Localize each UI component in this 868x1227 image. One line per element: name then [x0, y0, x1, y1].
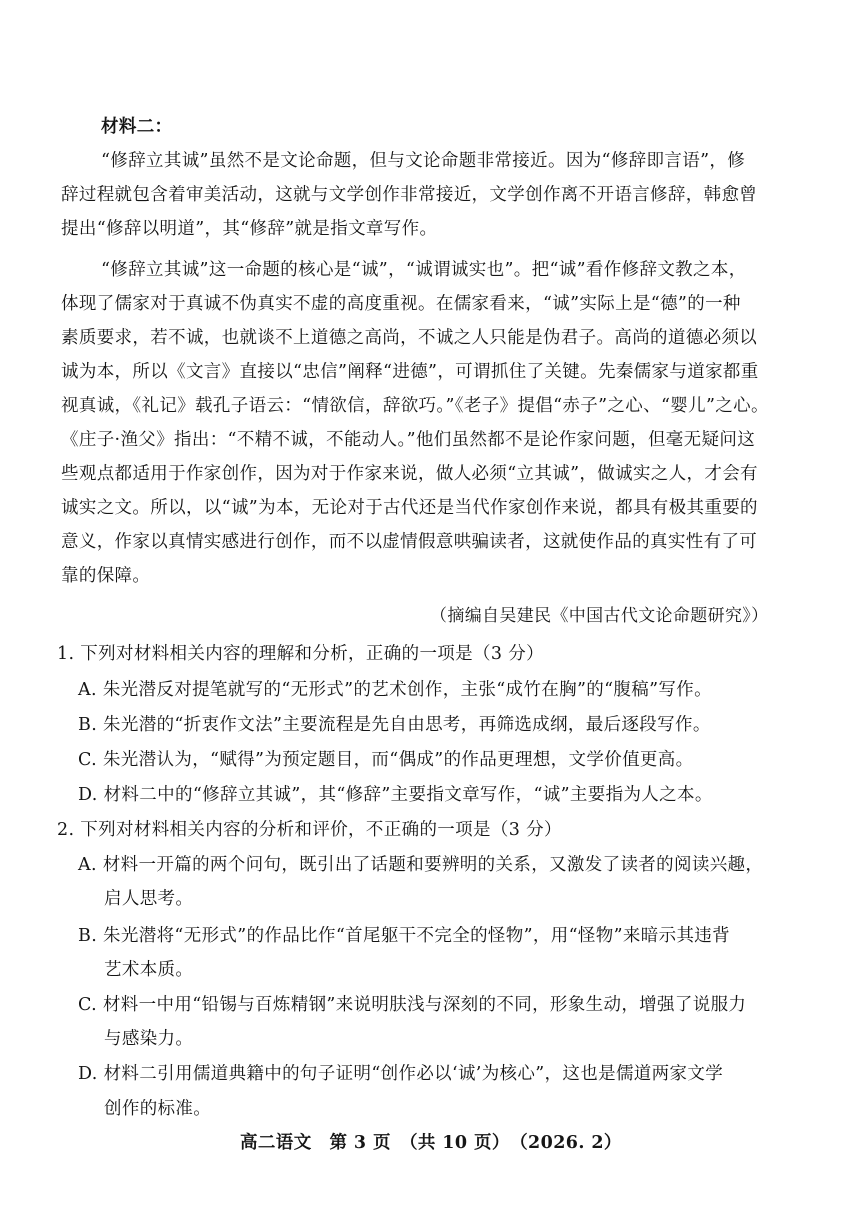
material2-line: 提出“修辞以明道”，其“修辞”就是指文章写作。: [61, 219, 438, 239]
material2-line: 素质要求，若不诚，也就谈不上道德之高尚，不诚之人只能是伪君子。高尚的道德必须以: [61, 328, 758, 348]
question-2-option-c-cont: 与感染力。: [104, 1029, 194, 1049]
material2-heading: 材料二：: [101, 117, 173, 137]
question-2-option-a-cont: 启人思考。: [104, 889, 194, 909]
material2-line: 诚为本，所以《文言》直接以“忠信”阐释“进德”，可谓抓住了关键。先秦儒家与道家都重: [61, 362, 759, 382]
material2-line: 《庄子·渔父》指出：“不精不诚，不能动人。”他们虽然都不是论作家问题，但毫无疑问这: [61, 430, 756, 450]
question-2-option-b: B. 朱光潜将“无形式”的作品比作“首尾躯干不完全的怪物”，用“怪物”来暗示其违背: [78, 926, 731, 946]
material2-line: 诚实之文。所以，以“诚”为本，无论对于古代还是当代作家创作来说，都具有极其重要的: [61, 498, 758, 518]
question-2-option-d-cont: 创作的标准。: [104, 1099, 212, 1119]
material2-line: 些观点都适用于作家创作，因为对于作家来说，做人必须“立其诚”，做诚实之人，才会有: [61, 464, 758, 484]
question-1-option-a: A. 朱光潜反对提笔就写的“无形式”的艺术创作，主张“成竹在胸”的“腹稿”写作。: [78, 680, 712, 700]
question-2-option-c: C. 材料一中用“铅锡与百炼精钢”来说明肤浅与深刻的不同，形象生动，增强了说服力: [78, 995, 747, 1015]
material2-line: 视真诚，《礼记》载孔子语云：“情欲信，辞欲巧。”《老子》提倡“赤子”之心、“婴儿”之心。: [61, 396, 769, 416]
question-2-stem: 2. 下列对材料相关内容的分析和评价，不正确的一项是（3 分）: [57, 820, 562, 840]
question-1-stem: 1. 下列对材料相关内容的理解和分析，正确的一项是（3 分）: [57, 644, 544, 664]
material2-line: “修辞立其诚”虽然不是文论命题，但与文论命题非常接近。因为“修辞即言语”，修: [101, 151, 746, 171]
question-1-option-c: C. 朱光潜认为，“赋得”为预定题目，而“偶成”的作品更理想，文学价值更高。: [78, 750, 694, 770]
question-2-option-d: D. 材料二引用儒道典籍中的句子证明“创作必以‘诚’为核心”，这也是儒道两家文学: [78, 1064, 724, 1084]
material2-line: 辞过程就包含着审美活动，这就与文学创作非常接近，文学创作离不开语言修辞，韩愈曾: [61, 185, 758, 205]
source-citation: （摘编自吴建民《中国古代文论命题研究》）: [430, 606, 769, 626]
question-2-option-b-cont: 艺术本质。: [104, 960, 194, 980]
question-1-option-b: B. 朱光潜的“折衷作文法”主要流程是先自由思考，再筛选成纲，最后逐段写作。: [78, 715, 711, 735]
material2-line: 意义，作家以真情实感进行创作，而不以虚情假意哄骗读者，这就使作品的真实性有了可: [61, 532, 758, 552]
question-1-option-d: D. 材料二中的“修辞立其诚”，其“修辞”主要指文章写作，“诚”主要指为人之本。: [78, 785, 713, 805]
material2-line: “修辞立其诚”这一命题的核心是“诚”，“诚谓诚实也”。把“诚”看作修辞文教之本，: [101, 260, 747, 280]
material2-line: 靠的保障。: [61, 566, 151, 586]
material2-line: 体现了儒家对于真诚不伪真实不虚的高度重视。在儒家看来，“诚”实际上是“德”的一种: [61, 294, 741, 314]
question-2-option-a: A. 材料一开篇的两个问句，既引出了话题和要辨明的关系，又激发了读者的阅读兴趣，: [78, 855, 764, 875]
page-footer: 高二语文 第 3 页 （共 10 页） （2026. 2）: [240, 1133, 622, 1153]
